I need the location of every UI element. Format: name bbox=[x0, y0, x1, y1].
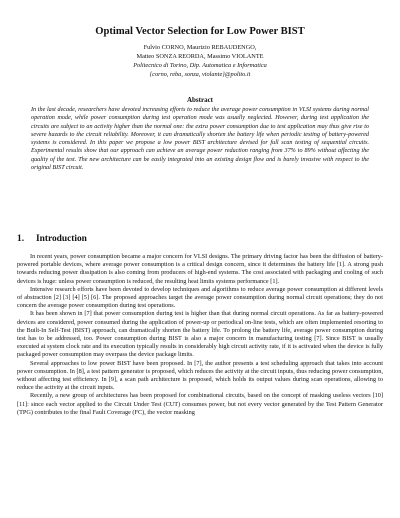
section-heading bbox=[17, 234, 317, 244]
authors-line-1: Fulvio CORNO, Maurizio REBAUDENGO, bbox=[143, 44, 257, 51]
section-number: 1. bbox=[17, 234, 25, 244]
section-title: Introduction bbox=[36, 234, 87, 244]
authors-line-2: Matteo SONZA REORDA, Massimo VIOLANTE bbox=[136, 52, 264, 60]
body-paragraph-3: It has been shown in [7] that power consumption during test is higher than that during normal circuit operations. As far as battery-powered devices are considered, power consumed during the application of power-up or periodical on-line tests, which are often implemented resorting to the Built-In Self-Test (BIST) approach, can dramatically shorten the battery life. To prolong the battery life, average power consumption during test has to be addressed, too. Power consumption during BIST is also a major concern in manufacturing testing [7]. Since BIST is usually executed at system clock rate and its execution typically results in considerably high circuit activity rate, if it is activated when the device is fully packaged power consumption may overpass the device package limits. bbox=[17, 310, 383, 359]
author-emails: {corno, reba, sonza, violante}@polito.it bbox=[149, 70, 251, 78]
section-body bbox=[17, 253, 383, 417]
abstract-heading: Abstract bbox=[186, 96, 214, 104]
body-paragraph-1: In recent years, power consumption became a major concern for VLSI designs. The primary driving factor has been the diffusion of battery-powered portable devices, where average power consumption is a critical design concern, since it determines the battery life [1]. A strong push towards reducing power dissipation is also coming from producers of high-end systems. The cost associated with packaging and cooling of such devices is huge: unless power consumption is reduced, the resulting heat limits systems performance [1]. bbox=[17, 253, 383, 285]
body-paragraph-4: Several approaches to low power BIST have been proposed. In [7], the author presents a test scheduling approach that takes into account power consumption. In [8], a test pattern generator is proposed, which reduces the activity at the circuit inputs, thus reducing power consumption, without affecting test efficiency. In [9], a scan path architecture is proposed, which holds its output values during scan operations, allowing to reduce the activity at the circuit inputs. bbox=[17, 359, 383, 392]
author-block bbox=[0, 44, 400, 80]
affiliation: Politecnico di Torino, Dip. Automatica e Informatica bbox=[133, 61, 267, 69]
paper-title: Optimal Vector Selection for Low Power BIST bbox=[95, 26, 305, 37]
abstract-text: In the last decade, researchers have devoted increasing efforts to reduce the average power consumption in VLSI systems during normal operation mode, while power consumption during test operation mode was usually neglected. However, during test application the circuits are subject to an activity higher than the normal one: the extra power consumption due to test application may thus give rise to severe hazards to the circuit reliability. Moreover, it can dramatically shorten the battery life when periodic testing of battery-powered systems is considered. In this paper we propose a low power BIST architecture devised for full scan testing of sequential circuits. Experimental results show that our approach can achieve an average power reduction ranging from 37% to 89% without affecting the quality of the test. The new architecture can be easily integrated into an existing design flow and is barely invasive with respect to the original BIST circuit. bbox=[31, 107, 369, 171]
body-paragraph-2: Intensive research efforts have been devoted to develop techniques and algorithms to reduce average power consumption at different levels of abstraction [2] [3] [4] [5] [6]. The proposed approaches target the average power consumption during normal circuit operations; they do not concern the average power consumption during test operations. bbox=[17, 285, 383, 310]
body-paragraph-5: Recently, a new group of architectures has been proposed for combinational circuits, based on the concept of masking useless vectors [10] [11]: since each vector applied to the Circuit Under Test (CUT) consumes power, but not every vector generated by the Test Pattern Generator (TPG) contributes to the final Fault Coverage (FC), the vector masking bbox=[17, 392, 383, 416]
